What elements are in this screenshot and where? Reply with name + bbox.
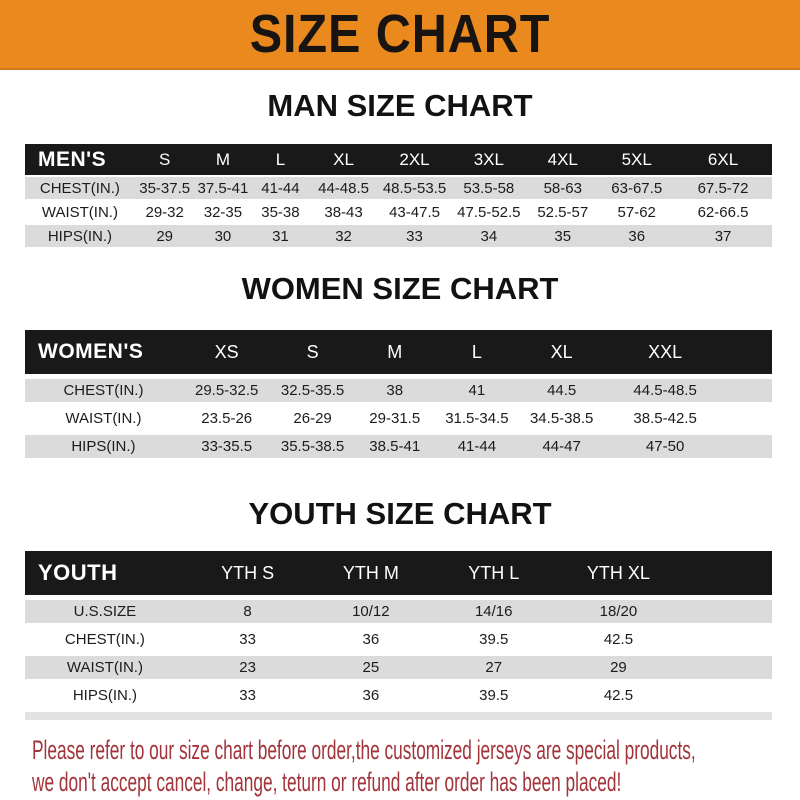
size-cell: 47.5-52.5 [451,201,526,223]
women-waist-row [25,407,772,430]
cell-spacer [725,435,772,458]
size-cell: 44-48.5 [310,177,378,199]
size-cell: 37.5-41 [195,177,252,199]
size-cell: 14/16 [431,600,556,623]
size-cell: 36 [310,628,431,651]
row-label: HIPS(IN.) [25,435,182,458]
row-label: HIPS(IN.) [25,684,185,707]
size-column-header: 4XL [526,144,599,175]
size-cell: 23.5-26 [182,407,272,430]
size-cell: 18/20 [556,600,681,623]
size-cell: 36 [599,225,674,247]
women-section-heading: WOMEN SIZE CHART [241,271,559,306]
size-cell: 29-31.5 [354,407,436,430]
size-cell: 29 [135,225,195,247]
youth-size-table [25,546,772,725]
disclaimer-line-2: we don't accept cancel, change, teturn or refund after order has been placed! [32,767,622,797]
size-cell: 34 [451,225,526,247]
size-cell: 25 [310,656,431,679]
size-cell: 29 [556,656,681,679]
size-column-header: XXL [605,330,725,374]
size-cell: 48.5-53.5 [378,177,452,199]
size-column-header: YTH XL [556,551,681,595]
size-cell: 29-32 [135,201,195,223]
size-cell: 39.5 [431,628,556,651]
men-table-header-row [25,144,772,175]
size-cell: 38 [354,379,436,402]
size-cell: 36 [310,684,431,707]
size-column-header: L [251,144,309,175]
size-cell: 47-50 [605,435,725,458]
men-hips-row [25,225,772,247]
youth-table-header-row [25,551,772,595]
size-cell: 38.5-42.5 [605,407,725,430]
size-column-header: YTH S [185,551,310,595]
size-cell: 29.5-32.5 [182,379,272,402]
men-waist-row [25,201,772,223]
cell-spacer [725,407,772,430]
women-chest-row [25,379,772,402]
size-cell: 10/12 [310,600,431,623]
size-cell: 35-37.5 [135,177,195,199]
youth-table-label: YOUTH [25,551,185,595]
size-column-header: YTH M [310,551,431,595]
size-column-header: XS [182,330,272,374]
row-label: WAIST(IN.) [25,201,135,223]
disclaimer [0,734,800,798]
size-cell: 39.5 [431,684,556,707]
cell-spacer [725,379,772,402]
size-cell: 33-35.5 [182,435,272,458]
size-cell: 58-63 [526,177,599,199]
size-cell: 43-47.5 [378,201,452,223]
youth-chest-row [25,628,772,651]
row-label: HIPS(IN.) [25,225,135,247]
size-cell: 31 [251,225,309,247]
row-label: U.S.SIZE [25,600,185,623]
size-cell: 30 [195,225,252,247]
size-column-header: S [135,144,195,175]
header-spacer [681,551,772,595]
size-cell: 8 [185,600,310,623]
size-cell: 32-35 [195,201,252,223]
row-label: WAIST(IN.) [25,656,185,679]
size-column-header: 6XL [674,144,772,175]
men-table-label: MEN'S [25,144,135,175]
cell-spacer [681,656,772,679]
women-hips-row [25,435,772,458]
size-cell: 38-43 [310,201,378,223]
size-cell: 32.5-35.5 [272,379,354,402]
size-cell: 32 [310,225,378,247]
disclaimer-line-1: Please refer to our size chart before order,the customized jerseys are special products, [32,735,696,765]
size-cell: 33 [378,225,452,247]
size-column-header: S [272,330,354,374]
size-cell: 31.5-34.5 [436,407,518,430]
row-label: WAIST(IN.) [25,407,182,430]
size-cell: 37 [674,225,772,247]
men-size-table [25,142,772,249]
size-column-header: M [354,330,436,374]
size-cell: 35.5-38.5 [272,435,354,458]
size-cell: 38.5-41 [354,435,436,458]
size-cell: 62-66.5 [674,201,772,223]
row-label: CHEST(IN.) [25,379,182,402]
size-cell: 35 [526,225,599,247]
size-column-header: XL [310,144,378,175]
size-cell: 35-38 [251,201,309,223]
size-column-header: 3XL [451,144,526,175]
banner-title: SIZE CHART [249,4,551,64]
row-label: CHEST(IN.) [25,628,185,651]
size-cell: 42.5 [556,628,681,651]
size-cell: 34.5-38.5 [518,407,605,430]
youth-section-heading: YOUTH SIZE CHART [248,496,552,531]
size-cell: 27 [431,656,556,679]
youth-waist-row [25,656,772,679]
cell-spacer [681,600,772,623]
size-cell: 44-47 [518,435,605,458]
size-cell: 41 [436,379,518,402]
size-chart-banner [0,0,800,70]
men-section-heading: MAN SIZE CHART [267,88,533,123]
header-spacer [725,330,772,374]
size-cell: 44.5 [518,379,605,402]
size-cell: 42.5 [556,684,681,707]
size-cell: 26-29 [272,407,354,430]
size-column-header: YTH L [431,551,556,595]
size-cell: 44.5-48.5 [605,379,725,402]
size-cell: 67.5-72 [674,177,772,199]
size-cell: 41-44 [251,177,309,199]
size-column-header: M [195,144,252,175]
youth-ussize-row [25,600,772,623]
size-cell: 33 [185,684,310,707]
cell-spacer [681,628,772,651]
size-cell: 33 [185,628,310,651]
cell-spacer [681,684,772,707]
women-table-header-row [25,330,772,374]
row-label: CHEST(IN.) [25,177,135,199]
size-cell: 41-44 [436,435,518,458]
size-cell: 52.5-57 [526,201,599,223]
size-column-header: 2XL [378,144,452,175]
youth-hips-row [25,684,772,707]
women-table-label: WOMEN'S [25,330,182,374]
men-chest-row [25,177,772,199]
women-size-table [25,325,772,463]
size-column-header: XL [518,330,605,374]
size-cell: 63-67.5 [599,177,674,199]
size-cell: 23 [185,656,310,679]
size-column-header: L [436,330,518,374]
table-bottom-strip [25,712,772,720]
size-cell: 57-62 [599,201,674,223]
size-column-header: 5XL [599,144,674,175]
size-cell: 53.5-58 [451,177,526,199]
